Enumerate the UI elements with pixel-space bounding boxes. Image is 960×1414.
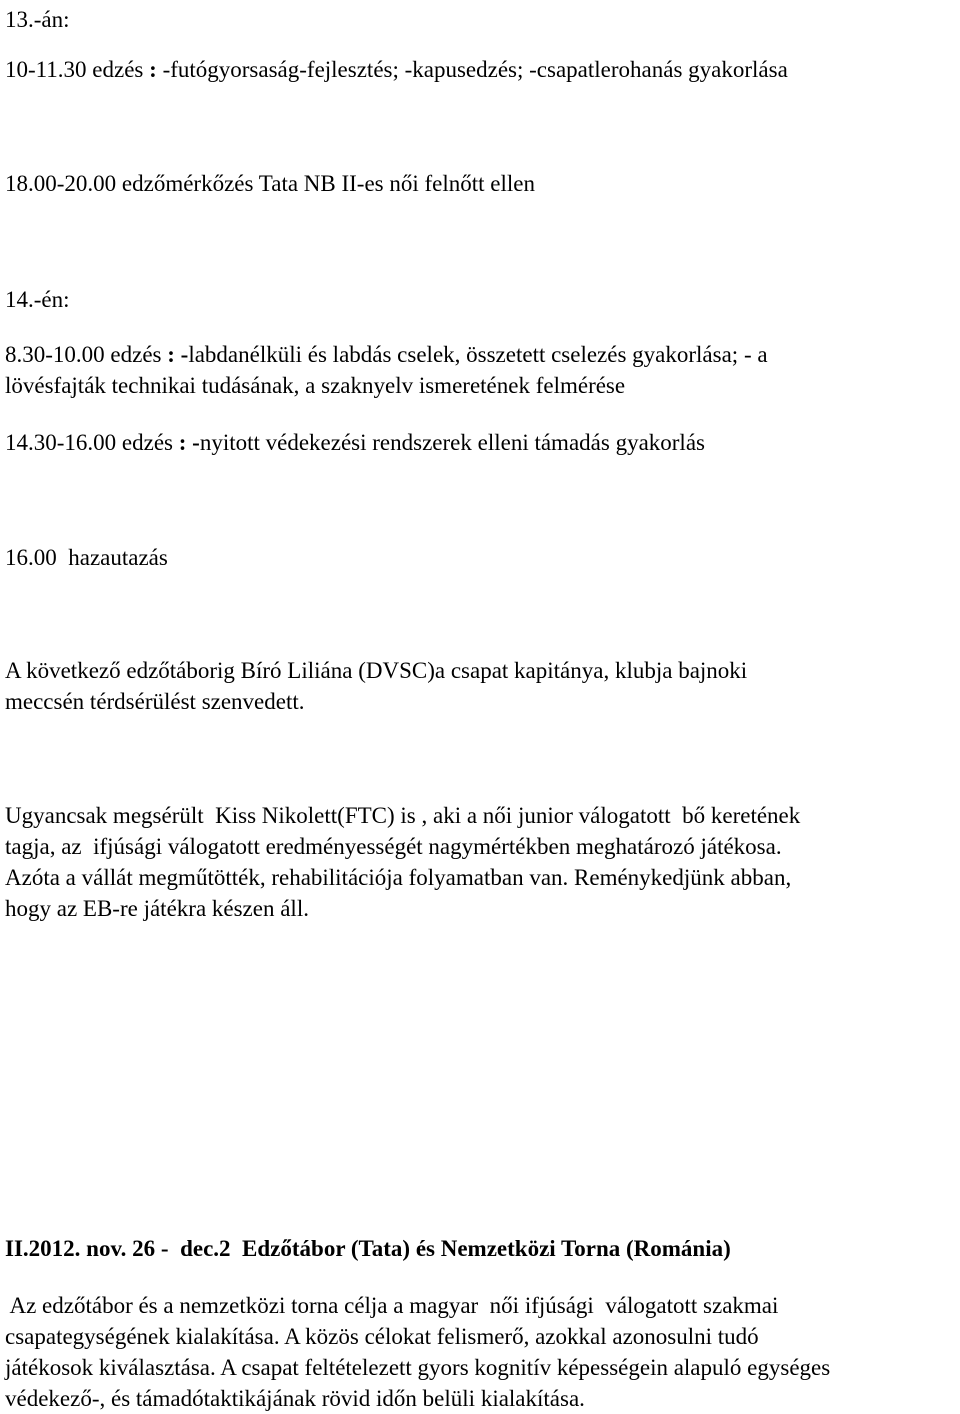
day14-session2 [5,427,705,458]
session-separator: : - [178,430,200,455]
injury-paragraph1-line2: meccsén térdsérülést szenvedett. [5,689,305,714]
injury-paragraph2-line3: Azóta a vállát megműtötték, rehabilitációja folyamatban van. Reménykedjünk abban, [5,865,792,890]
section2-line3: játékosok kiválasztása. A csapat feltételezett gyors kognitív képességein alapuló egységes [5,1355,831,1380]
injury-paragraph1-line1: A következő edzőtáborig Bíró Liliána (DVSC)a csapat kapitánya, klubja bajnoki [5,658,748,683]
day13-match: 18.00-20.00 edzőmérkőzés Tata NB II-es női felnőtt ellen [5,171,535,196]
day13-date: 13.-án: [5,7,70,32]
injury-paragraph2-line4: hogy az EB-re játékra készen áll. [5,896,309,921]
session-separator: : - [167,342,189,367]
session-description: nyitott védekezési rendszerek elleni támadás gyakorlás [199,430,705,455]
day14-departure: 16.00 hazautazás [5,545,168,570]
session-time: 8.30-10.00 edzés [5,342,168,367]
section2-line4: védekező-, és támadótaktikájának rövid időn belüli kialakítása. [5,1386,585,1411]
section2-line1: Az edzőtábor és a nemzetközi torna célja a magyar női ifjúsági válogatott szakmai [5,1293,779,1318]
session-description: -futógyorsaság-fejlesztés; -kapusedzés; -csapatlerohanás gyakorlása [156,57,788,82]
day14-session1-line2: lövésfajták technikai tudásának, a szaknyelv ismeretének felmérése [5,373,626,398]
session-time: 14.30-16.00 edzés [5,430,179,455]
day13-session1 [5,54,788,85]
section2-heading: II.2012. nov. 26 - dec.2 Edzőtábor (Tata) és Nemzetközi Torna (Románia) [5,1236,731,1261]
injury-paragraph2-line1: Ugyancsak megsérült Kiss Nikolett(FTC) is , aki a női junior válogatott bő keretének [5,803,801,828]
section2-line2: csapategységének kialakítása. A közös célokat felismerő, azokkal azonosulni tudó [5,1324,759,1349]
day14-session1-line1 [5,339,768,370]
day14-date: 14.-én: [5,287,70,312]
session-time: 10-11.30 edzés [5,57,150,82]
session-separator: : [149,57,157,82]
session-description: labdanélküli és labdás cselek, összetett cselezés gyakorlása; - a [188,342,768,367]
injury-paragraph2-line2: tagja, az ifjúsági válogatott eredményességét nagymértékben meghatározó játékosa. [5,834,782,859]
